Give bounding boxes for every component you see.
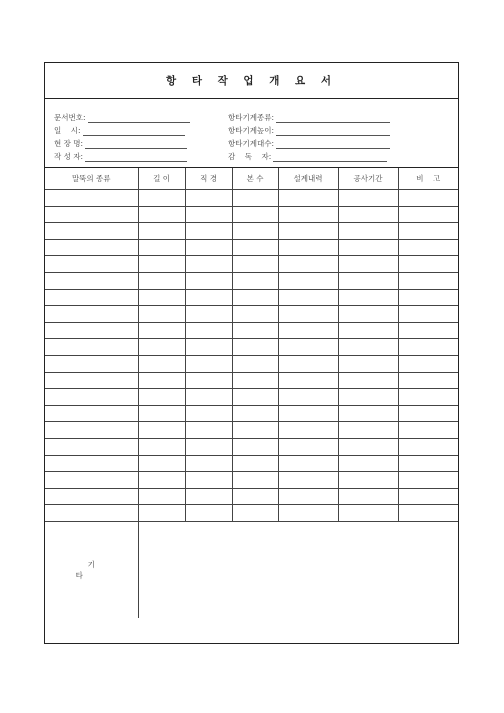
- table-cell[interactable]: [185, 422, 232, 439]
- table-row: [45, 239, 458, 256]
- table-cell[interactable]: [138, 190, 185, 207]
- table-cell[interactable]: [185, 306, 232, 323]
- table-cell[interactable]: [232, 488, 278, 505]
- table-cell[interactable]: [45, 405, 138, 422]
- table-cell[interactable]: [338, 272, 398, 289]
- table-cell[interactable]: [138, 472, 185, 489]
- table-cell[interactable]: [232, 256, 278, 273]
- table-cell[interactable]: [278, 190, 338, 207]
- machine-count-value[interactable]: [276, 139, 390, 149]
- table-cell[interactable]: [278, 206, 338, 223]
- header-remarks: 비 고: [398, 168, 458, 190]
- table-row: [45, 322, 458, 339]
- author-field[interactable]: [54, 151, 187, 162]
- table-cell[interactable]: [138, 488, 185, 505]
- table-cell[interactable]: [45, 488, 138, 505]
- table-cell[interactable]: [278, 472, 338, 489]
- table-cell[interactable]: [398, 339, 458, 356]
- table-cell[interactable]: [232, 472, 278, 489]
- table-cell[interactable]: [398, 272, 458, 289]
- table-cell[interactable]: [232, 339, 278, 356]
- site-name-field[interactable]: [54, 138, 187, 149]
- table-cell[interactable]: [338, 223, 398, 240]
- table-cell[interactable]: [232, 405, 278, 422]
- table-cell[interactable]: [45, 206, 138, 223]
- table-cell[interactable]: [185, 355, 232, 372]
- table-cell[interactable]: [45, 455, 138, 472]
- table-cell[interactable]: [138, 405, 185, 422]
- table-cell[interactable]: [138, 339, 185, 356]
- table-cell[interactable]: [45, 223, 138, 240]
- notes-row: [45, 521, 458, 618]
- table-cell[interactable]: [338, 322, 398, 339]
- table-cell[interactable]: [232, 206, 278, 223]
- table-cell[interactable]: [185, 505, 232, 522]
- table-cell[interactable]: [398, 289, 458, 306]
- doc-number-value[interactable]: [88, 113, 190, 123]
- table-cell[interactable]: [278, 239, 338, 256]
- site-name-value[interactable]: [85, 139, 187, 149]
- table-cell[interactable]: [185, 239, 232, 256]
- machine-height-field[interactable]: [228, 125, 390, 136]
- table-cell[interactable]: [185, 272, 232, 289]
- table-cell[interactable]: [138, 206, 185, 223]
- supervisor-label: 감 독 자:: [228, 152, 272, 161]
- doc-number-field[interactable]: [54, 112, 190, 123]
- table-cell[interactable]: [398, 389, 458, 406]
- table-cell[interactable]: [185, 206, 232, 223]
- table-cell[interactable]: [185, 438, 232, 455]
- table-cell[interactable]: [45, 322, 138, 339]
- table-row: [45, 455, 458, 472]
- table-cell[interactable]: [338, 190, 398, 207]
- table-cell[interactable]: [45, 256, 138, 273]
- table-cell[interactable]: [338, 239, 398, 256]
- table-cell[interactable]: [185, 339, 232, 356]
- table-cell[interactable]: [278, 223, 338, 240]
- table-cell[interactable]: [185, 190, 232, 207]
- table-cell[interactable]: [398, 322, 458, 339]
- table-cell[interactable]: [138, 389, 185, 406]
- doc-number-label: 문서번호:: [54, 113, 86, 122]
- table-row: [45, 256, 458, 273]
- machine-type-label: 항타기계종류:: [228, 113, 274, 122]
- table-cell[interactable]: [338, 455, 398, 472]
- table-cell[interactable]: [398, 488, 458, 505]
- table-cell[interactable]: [185, 389, 232, 406]
- info-section: [45, 99, 458, 168]
- title-box: [45, 63, 458, 99]
- table-cell[interactable]: [278, 289, 338, 306]
- table-cell[interactable]: [138, 256, 185, 273]
- table-cell[interactable]: [278, 322, 338, 339]
- table-cell[interactable]: [185, 405, 232, 422]
- table-cell[interactable]: [232, 372, 278, 389]
- machine-type-field[interactable]: [228, 112, 390, 123]
- table-cell[interactable]: [338, 438, 398, 455]
- table-cell[interactable]: [278, 355, 338, 372]
- notes-label-cell: [45, 521, 138, 618]
- table-cell[interactable]: [278, 372, 338, 389]
- table-row: [45, 488, 458, 505]
- table-cell[interactable]: [278, 488, 338, 505]
- table-cell[interactable]: [232, 455, 278, 472]
- table-cell[interactable]: [45, 190, 138, 207]
- table-cell[interactable]: [45, 372, 138, 389]
- table-cell[interactable]: [185, 256, 232, 273]
- table-row: [45, 289, 458, 306]
- table-cell[interactable]: [45, 389, 138, 406]
- table-cell[interactable]: [398, 239, 458, 256]
- table-cell[interactable]: [338, 372, 398, 389]
- table-cell[interactable]: [232, 389, 278, 406]
- table-row: [45, 272, 458, 289]
- date-value[interactable]: [83, 126, 185, 136]
- header-pile-type: 말뚝의 종류: [45, 168, 138, 190]
- table-cell[interactable]: [232, 239, 278, 256]
- table-row: [45, 505, 458, 522]
- table-cell[interactable]: [338, 256, 398, 273]
- table-cell[interactable]: [398, 505, 458, 522]
- site-name-label: 현 장 명:: [54, 139, 84, 148]
- table-cell[interactable]: [45, 505, 138, 522]
- author-value[interactable]: [85, 152, 187, 162]
- table-cell[interactable]: [338, 405, 398, 422]
- table-cell[interactable]: [398, 190, 458, 207]
- table-cell[interactable]: [138, 372, 185, 389]
- table-cell[interactable]: [278, 505, 338, 522]
- table-row: [45, 206, 458, 223]
- table-cell[interactable]: [45, 472, 138, 489]
- table-cell[interactable]: [338, 422, 398, 439]
- table-row: [45, 405, 458, 422]
- table-row: [45, 438, 458, 455]
- table-cell[interactable]: [278, 272, 338, 289]
- table-cell[interactable]: [278, 455, 338, 472]
- table-cell[interactable]: [45, 422, 138, 439]
- table-cell[interactable]: [278, 339, 338, 356]
- notes-label: 기 타: [75, 559, 119, 580]
- table-cell[interactable]: [338, 339, 398, 356]
- table-cell[interactable]: [45, 438, 138, 455]
- table-cell[interactable]: [398, 223, 458, 240]
- table-cell[interactable]: [232, 190, 278, 207]
- table-cell[interactable]: [185, 223, 232, 240]
- table-cell[interactable]: [185, 372, 232, 389]
- table-cell[interactable]: [138, 322, 185, 339]
- table-cell[interactable]: [138, 422, 185, 439]
- table-cell[interactable]: [138, 272, 185, 289]
- date-label: 일 시:: [54, 126, 81, 135]
- table-cell[interactable]: [185, 289, 232, 306]
- table-row: [45, 372, 458, 389]
- table-row: [45, 223, 458, 240]
- table-cell[interactable]: [338, 306, 398, 323]
- table-row: [45, 472, 458, 489]
- table-cell[interactable]: [45, 306, 138, 323]
- table-cell[interactable]: [138, 289, 185, 306]
- table-cell[interactable]: [398, 438, 458, 455]
- header-design-capacity: 설계내력: [278, 168, 338, 190]
- table-cell[interactable]: [232, 322, 278, 339]
- table-cell[interactable]: [45, 272, 138, 289]
- table-cell[interactable]: [138, 306, 185, 323]
- machine-type-value[interactable]: [276, 113, 390, 123]
- table-cell[interactable]: [45, 289, 138, 306]
- table-cell[interactable]: [338, 355, 398, 372]
- header-diameter: 직 경: [185, 168, 232, 190]
- table-row: [45, 190, 458, 207]
- table-cell[interactable]: [338, 389, 398, 406]
- table-cell[interactable]: [398, 355, 458, 372]
- table-row: [45, 389, 458, 406]
- table-cell[interactable]: [138, 223, 185, 240]
- header-length: 길 이: [138, 168, 185, 190]
- table-cell[interactable]: [338, 488, 398, 505]
- table-cell[interactable]: [232, 272, 278, 289]
- table-cell[interactable]: [278, 389, 338, 406]
- table-row: [45, 422, 458, 439]
- table-cell[interactable]: [232, 306, 278, 323]
- table-cell[interactable]: [278, 438, 338, 455]
- table-cell[interactable]: [398, 206, 458, 223]
- table-row: [45, 306, 458, 323]
- table-cell[interactable]: [338, 505, 398, 522]
- table-cell[interactable]: [138, 239, 185, 256]
- header-row: [45, 168, 458, 190]
- pile-table: [45, 168, 458, 618]
- table-cell[interactable]: [232, 438, 278, 455]
- table-cell[interactable]: [278, 422, 338, 439]
- table-cell[interactable]: [138, 355, 185, 372]
- machine-count-field[interactable]: [228, 138, 390, 149]
- table-cell[interactable]: [278, 306, 338, 323]
- table-cell[interactable]: [185, 455, 232, 472]
- table-cell[interactable]: [398, 405, 458, 422]
- supervisor-field[interactable]: [228, 151, 387, 162]
- table-cell[interactable]: [398, 256, 458, 273]
- pile-driving-summary-form: [44, 62, 459, 644]
- header-count: 본 수: [232, 168, 278, 190]
- notes-cell[interactable]: [138, 521, 458, 618]
- date-field[interactable]: [54, 125, 185, 136]
- table-cell[interactable]: [338, 472, 398, 489]
- table-cell[interactable]: [232, 355, 278, 372]
- header-construction-period: 공사기간: [338, 168, 398, 190]
- table-cell[interactable]: [278, 256, 338, 273]
- table-cell[interactable]: [232, 289, 278, 306]
- table-cell[interactable]: [232, 223, 278, 240]
- table-cell[interactable]: [138, 455, 185, 472]
- table-cell[interactable]: [398, 472, 458, 489]
- table-cell[interactable]: [278, 405, 338, 422]
- author-label: 작 성 자:: [54, 152, 84, 161]
- table-cell[interactable]: [232, 505, 278, 522]
- table-row: [45, 339, 458, 356]
- form-title: 항 타 작 업 개 요 서: [166, 75, 337, 87]
- table-cell[interactable]: [45, 239, 138, 256]
- table-cell[interactable]: [138, 505, 185, 522]
- table-cell[interactable]: [338, 206, 398, 223]
- table-row: [45, 355, 458, 372]
- table-cell[interactable]: [338, 289, 398, 306]
- table-cell[interactable]: [45, 355, 138, 372]
- table-cell[interactable]: [398, 455, 458, 472]
- machine-height-label: 항타기계높이:: [228, 126, 274, 135]
- table-cell[interactable]: [45, 339, 138, 356]
- table-cell[interactable]: [398, 306, 458, 323]
- machine-height-value[interactable]: [276, 126, 390, 136]
- table-cell[interactable]: [185, 322, 232, 339]
- table-cell[interactable]: [398, 372, 458, 389]
- table-cell[interactable]: [398, 422, 458, 439]
- machine-count-label: 항타기계대수:: [228, 139, 274, 148]
- table-cell[interactable]: [138, 438, 185, 455]
- table-cell[interactable]: [232, 422, 278, 439]
- table-cell[interactable]: [185, 488, 232, 505]
- table-cell[interactable]: [185, 472, 232, 489]
- supervisor-value[interactable]: [273, 152, 387, 162]
